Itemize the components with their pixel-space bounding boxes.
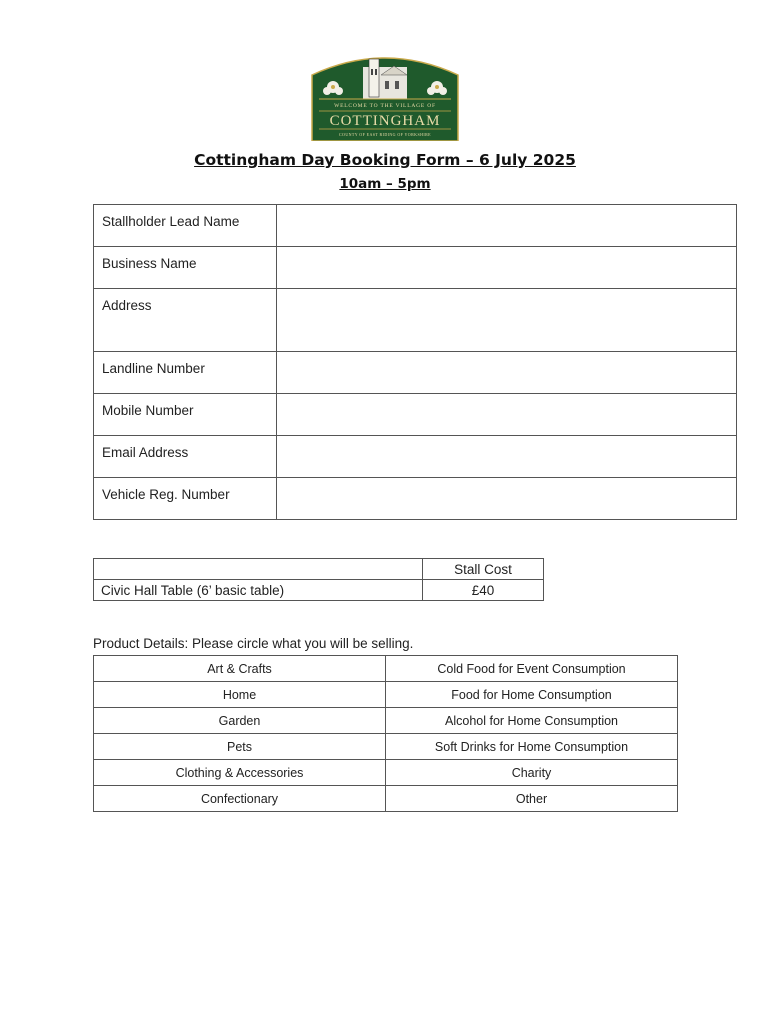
product-option[interactable]: Home [94,682,386,708]
contact-details-table [93,204,737,520]
cottingham-village-logo [311,53,459,141]
table-row [94,559,544,580]
lead-name-field[interactable] [277,205,737,247]
product-option[interactable]: Charity [386,760,678,786]
table-row [94,786,678,812]
stall-price: £40 [423,580,544,601]
product-option[interactable]: Other [386,786,678,812]
table-row [94,478,737,520]
product-option[interactable]: Cold Food for Event Consumption [386,656,678,682]
table-row [94,580,544,601]
field-label: Landline Number [94,352,277,394]
product-option[interactable]: Alcohol for Home Consumption [386,708,678,734]
table-row [94,289,737,352]
table-row [94,352,737,394]
empty-header-cell [94,559,423,580]
product-option[interactable]: Garden [94,708,386,734]
product-details-table [93,655,678,812]
product-option[interactable]: Clothing & Accessories [94,760,386,786]
field-label: Mobile Number [94,394,277,436]
logo-name: COTTINGHAM [329,113,441,129]
field-label: Address [94,289,277,352]
table-row [94,760,678,786]
email-field[interactable] [277,436,737,478]
field-label: Email Address [94,436,277,478]
page-subtitle: 10am – 5pm [339,176,431,192]
landline-field[interactable] [277,352,737,394]
table-row [94,734,678,760]
field-label: Business Name [94,247,277,289]
product-option[interactable]: Food for Home Consumption [386,682,678,708]
table-row [94,682,678,708]
business-name-field[interactable] [277,247,737,289]
product-option[interactable]: Art & Crafts [94,656,386,682]
mobile-field[interactable] [277,394,737,436]
stall-item: Civic Hall Table (6’ basic table) [94,580,423,601]
page-title: Cottingham Day Booking Form – 6 July 2025 [194,151,576,169]
table-row [94,708,678,734]
address-field[interactable] [277,289,737,352]
logo-line1: WELCOME TO THE VILLAGE OF [334,103,436,109]
stall-cost-header: Stall Cost [423,559,544,580]
table-row [94,247,737,289]
table-row [94,436,737,478]
logo-line2: COUNTY OF EAST RIDING OF YORKSHIRE [338,132,432,137]
product-option[interactable]: Confectionary [94,786,386,812]
product-option[interactable]: Soft Drinks for Home Consumption [386,734,678,760]
field-label: Vehicle Reg. Number [94,478,277,520]
table-row [94,205,737,247]
product-option[interactable]: Pets [94,734,386,760]
stall-cost-table [93,558,544,601]
field-label: Stallholder Lead Name [94,205,277,247]
vehicle-reg-field[interactable] [277,478,737,520]
product-details-label: Product Details: Please circle what you will be selling. [93,636,414,651]
table-row [94,394,737,436]
table-row [94,656,678,682]
